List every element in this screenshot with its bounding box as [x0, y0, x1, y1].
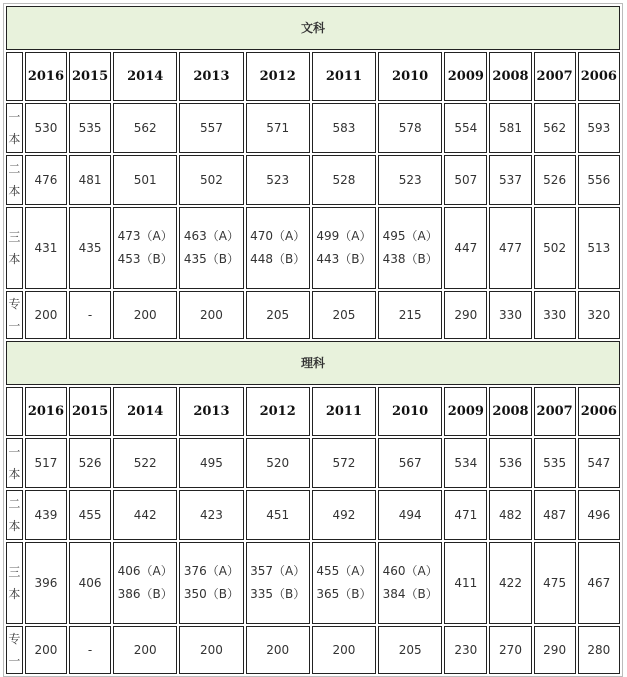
score-value: 487 [543, 507, 567, 522]
score-value: 439 [34, 507, 58, 522]
score-cell [179, 490, 243, 540]
score-value: - [87, 642, 93, 657]
section-title: 理科 [6, 341, 620, 385]
score-cell [578, 542, 620, 624]
year-header-cell: 2011 [312, 387, 376, 436]
score-cell [69, 207, 111, 289]
score-cell [534, 207, 576, 289]
score-cell [444, 438, 487, 488]
score-cell [489, 438, 531, 488]
score-cell [69, 103, 111, 153]
score-value: 523 [266, 172, 290, 187]
score-cell [113, 291, 177, 339]
score-cell [25, 103, 67, 153]
tier-label [6, 626, 23, 674]
score-cell [69, 542, 111, 624]
score-cell [378, 155, 442, 205]
tier-label-char: 三 [8, 565, 21, 579]
score-value: 482 [499, 507, 522, 522]
score-value: 200 [266, 642, 290, 657]
score-cell [534, 155, 576, 205]
score-value: 455（A） [316, 564, 372, 578]
score-cell [69, 438, 111, 488]
tier-label-char: 本 [8, 587, 21, 601]
score-value: 477 [499, 240, 522, 255]
score-value: 406 [78, 575, 102, 590]
score-cell [578, 490, 620, 540]
year-header-cell: 2013 [179, 52, 243, 101]
score-cell [578, 207, 620, 289]
score-value: 572 [332, 455, 356, 470]
score-cell [312, 207, 376, 289]
score-value: 535 [543, 455, 567, 470]
score-cell [312, 626, 376, 674]
score-value: 396 [34, 575, 58, 590]
score-value: 200 [133, 642, 157, 657]
table-row [6, 490, 620, 540]
tier-label-char: 专 [8, 297, 21, 311]
score-cell [378, 542, 442, 624]
score-cell [378, 490, 442, 540]
score-value: 476 [34, 172, 58, 187]
year-header-cell: 2008 [489, 387, 531, 436]
year-header-cell: 2010 [378, 52, 442, 101]
score-table [3, 3, 623, 677]
score-value: 581 [499, 120, 522, 135]
year-header-cell: 2015 [69, 387, 111, 436]
score-value: 200 [332, 642, 356, 657]
score-value: 205 [332, 307, 356, 322]
score-cell [25, 626, 67, 674]
score-value: 547 [587, 455, 611, 470]
score-cell [378, 438, 442, 488]
score-cell [179, 438, 243, 488]
score-value: 443（B） [316, 252, 372, 266]
score-cell [246, 490, 310, 540]
score-value: 470（A） [250, 229, 306, 243]
tier-label-char: 一 [8, 110, 21, 124]
year-header-cell: 2006 [578, 387, 620, 436]
score-cell [534, 291, 576, 339]
score-value: 376（A） [183, 564, 239, 578]
score-value: 335（B） [250, 587, 306, 601]
tier-label-char: 本 [8, 467, 21, 481]
score-cell [489, 207, 531, 289]
score-value: 526 [78, 455, 102, 470]
year-header-cell: 2010 [378, 387, 442, 436]
score-value: - [87, 307, 93, 322]
score-cell [489, 155, 531, 205]
score-cell [378, 103, 442, 153]
score-value: 557 [199, 120, 223, 135]
score-value: 534 [454, 455, 478, 470]
score-value: 537 [499, 172, 522, 187]
score-value: 567 [398, 455, 422, 470]
score-cell [578, 103, 620, 153]
score-cell [444, 291, 487, 339]
score-value: 463（A） [183, 229, 239, 243]
score-cell [578, 155, 620, 205]
score-value: 215 [398, 307, 422, 322]
score-cell [312, 155, 376, 205]
score-value: 435 [78, 240, 102, 255]
score-value: 571 [266, 120, 290, 135]
score-value: 522 [133, 455, 157, 470]
score-value: 562 [543, 120, 567, 135]
score-cell [113, 207, 177, 289]
score-value: 556 [587, 172, 611, 187]
score-cell [69, 490, 111, 540]
score-cell [25, 542, 67, 624]
year-header-cell: 2009 [444, 387, 487, 436]
score-cell [246, 542, 310, 624]
table-row [6, 155, 620, 205]
score-value: 499（A） [316, 229, 372, 243]
score-value: 423 [199, 507, 223, 522]
score-cell [534, 438, 576, 488]
score-cell [378, 291, 442, 339]
score-cell [578, 626, 620, 674]
year-header-cell: 2015 [69, 52, 111, 101]
score-value: 481 [78, 172, 102, 187]
score-cell [534, 103, 576, 153]
score-value: 350（B） [183, 587, 240, 601]
table-row [6, 542, 620, 624]
score-value: 451 [266, 507, 290, 522]
section-title: 文科 [6, 6, 620, 50]
score-value: 502 [543, 240, 567, 255]
tier-label [6, 291, 23, 339]
score-value: 535 [78, 120, 102, 135]
score-value: 438（B） [382, 252, 438, 266]
score-cell [312, 438, 376, 488]
score-value: 200 [34, 307, 58, 322]
score-value: 442 [133, 507, 157, 522]
score-value: 475 [543, 575, 567, 590]
tier-label [6, 490, 23, 540]
table-row [6, 626, 620, 674]
score-value: 270 [499, 642, 522, 657]
score-cell [444, 626, 487, 674]
score-cell [312, 490, 376, 540]
score-value: 200 [199, 642, 223, 657]
year-header-cell: 2009 [444, 52, 487, 101]
table-row [6, 291, 620, 339]
score-cell [179, 103, 243, 153]
section-title-row [6, 341, 620, 385]
score-value: 530 [34, 120, 58, 135]
score-value: 230 [454, 642, 478, 657]
year-header-cell: 2016 [25, 387, 67, 436]
tier-label-char: 一 [8, 319, 21, 333]
table-row [6, 438, 620, 488]
score-cell [444, 103, 487, 153]
score-value: 593 [587, 120, 611, 135]
table-row [6, 207, 620, 289]
score-value: 280 [587, 642, 611, 657]
score-value: 492 [332, 507, 356, 522]
score-cell [113, 438, 177, 488]
year-header-cell: 2007 [534, 387, 576, 436]
year-header-cell: 2006 [578, 52, 620, 101]
score-cell [246, 103, 310, 153]
score-cell [489, 542, 531, 624]
score-cell [113, 626, 177, 674]
score-value: 562 [133, 120, 157, 135]
score-value: 495（A） [382, 229, 438, 243]
tier-label [6, 438, 23, 488]
tier-label-char: 本 [8, 184, 21, 198]
tier-label-char: 一 [8, 654, 21, 668]
score-value: 435（B） [183, 252, 240, 266]
score-cell [444, 490, 487, 540]
tier-label [6, 207, 23, 289]
score-cell [444, 542, 487, 624]
score-cell [312, 542, 376, 624]
score-cell [534, 490, 576, 540]
score-value: 520 [266, 455, 290, 470]
year-header-cell: 2008 [489, 52, 531, 101]
score-cell [113, 155, 177, 205]
score-value: 448（B） [250, 252, 306, 266]
score-cell [312, 103, 376, 153]
score-cell [489, 490, 531, 540]
tier-label-char: 二 [8, 497, 21, 511]
score-value: 460（A） [382, 564, 438, 578]
score-cell [179, 542, 243, 624]
score-cell [246, 207, 310, 289]
score-value: 554 [454, 120, 478, 135]
score-value: 200 [34, 642, 58, 657]
year-header-cell: 2012 [246, 387, 310, 436]
score-cell [312, 291, 376, 339]
score-cell [113, 490, 177, 540]
score-cell [69, 291, 111, 339]
score-cell [25, 207, 67, 289]
score-cell [69, 626, 111, 674]
corner-cell [6, 52, 23, 101]
year-header-cell: 2007 [534, 52, 576, 101]
score-value: 536 [499, 455, 522, 470]
score-value: 526 [543, 172, 567, 187]
tier-label-char: 本 [8, 132, 21, 146]
score-cell [69, 155, 111, 205]
score-value: 578 [398, 120, 422, 135]
score-cell [179, 291, 243, 339]
score-cell [25, 490, 67, 540]
score-value: 411 [454, 575, 478, 590]
score-value: 507 [454, 172, 478, 187]
score-cell [489, 103, 531, 153]
score-value: 422 [499, 575, 522, 590]
score-cell [246, 155, 310, 205]
score-value: 290 [543, 642, 567, 657]
score-cell [489, 291, 531, 339]
tier-label-char: 本 [8, 519, 21, 533]
score-value: 357（A） [250, 564, 306, 578]
year-header-cell: 2014 [113, 387, 177, 436]
score-cell [25, 155, 67, 205]
score-cell [25, 438, 67, 488]
year-header-cell: 2012 [246, 52, 310, 101]
score-cell [578, 291, 620, 339]
score-value: 583 [332, 120, 356, 135]
score-cell [578, 438, 620, 488]
tier-label-char: 三 [8, 230, 21, 244]
score-value: 386（B） [117, 587, 173, 601]
corner-cell [6, 387, 23, 436]
score-cell [534, 626, 576, 674]
score-value: 200 [199, 307, 223, 322]
score-value: 330 [499, 307, 522, 322]
score-cell [378, 626, 442, 674]
year-header-cell: 2016 [25, 52, 67, 101]
score-value: 496 [587, 507, 611, 522]
score-value: 494 [398, 507, 422, 522]
score-cell [489, 626, 531, 674]
score-value: 320 [587, 307, 611, 322]
tier-label-char: 本 [8, 252, 21, 266]
year-header-cell: 2014 [113, 52, 177, 101]
score-cell [113, 542, 177, 624]
tier-label [6, 155, 23, 205]
score-value: 406（A） [117, 564, 173, 578]
score-value: 290 [454, 307, 478, 322]
score-cell [378, 207, 442, 289]
score-value: 447 [454, 240, 478, 255]
table-row [6, 103, 620, 153]
score-value: 330 [543, 307, 567, 322]
score-value: 528 [332, 172, 356, 187]
score-cell [246, 291, 310, 339]
score-value: 513 [587, 240, 611, 255]
year-header-row [6, 52, 620, 101]
score-value: 471 [454, 507, 478, 522]
tier-label-char: 专 [8, 632, 21, 646]
score-cell [179, 155, 243, 205]
tier-label [6, 542, 23, 624]
tier-label [6, 103, 23, 153]
score-value: 502 [199, 172, 223, 187]
score-value: 365（B） [316, 587, 372, 601]
score-cell [179, 207, 243, 289]
score-value: 431 [34, 240, 58, 255]
score-value: 205 [398, 642, 422, 657]
score-value: 200 [133, 307, 157, 322]
score-cell [246, 438, 310, 488]
score-value: 501 [133, 172, 157, 187]
score-value: 523 [398, 172, 422, 187]
score-value: 473（A） [117, 229, 173, 243]
tier-label-char: 二 [8, 162, 21, 176]
score-cell [444, 207, 487, 289]
score-cell [246, 626, 310, 674]
score-value: 384（B） [382, 587, 438, 601]
score-value: 453（B） [117, 252, 173, 266]
score-value: 495 [199, 455, 223, 470]
score-value: 517 [34, 455, 58, 470]
score-value: 205 [266, 307, 290, 322]
score-value: 467 [587, 575, 611, 590]
score-cell [25, 291, 67, 339]
score-value: 455 [78, 507, 102, 522]
score-cell [534, 542, 576, 624]
section-title-row [6, 6, 620, 50]
score-cell [113, 103, 177, 153]
year-header-cell: 2013 [179, 387, 243, 436]
year-header-cell: 2011 [312, 52, 376, 101]
year-header-row [6, 387, 620, 436]
tier-label-char: 一 [8, 445, 21, 459]
score-cell [444, 155, 487, 205]
score-cell [179, 626, 243, 674]
